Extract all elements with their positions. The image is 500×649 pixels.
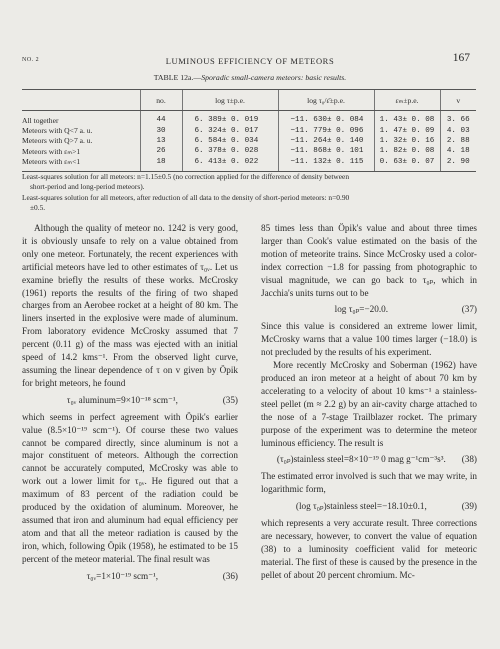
column-header [22,90,140,111]
running-title: LUMINOUS EFFICIENCY OF METEORS [165,56,335,66]
page-number: 167 [452,52,470,64]
table-header-row [22,90,476,111]
cell-log-tau0: −11. 264± 0. 140 [278,136,374,146]
row-label: Meteors with εₘ<1 [22,157,140,172]
paragraph: More recently McCrosky and Soberman (1962) have produced an iron meteor at a height of about 70 km by accelerating to a velocity of about 10 kms⁻¹ a stainless-steel pellet (m ≈ 2.2 g) by an air-cavity charge attached to the nose of a 7-stage Trailblazer rocket. The primary purpose of the experiment was to determine the meteor luminous efficiency. The result is [261,360,477,448]
paragraph: Since this value is considered an extreme lower limit, McCrosky warns that a value 100 times larger (−18.0) is not precluded by the results of his experiment. [261,321,477,358]
cell-epsilon: 1. 43± 0. 08 [374,111,440,126]
cell-epsilon: 1. 47± 0. 09 [374,125,440,135]
issue-number: NO. 2 [22,57,40,63]
cell-v: 2. 88 [440,136,476,146]
table-row [22,157,476,172]
column-header: log τ₀/ε̄±p.e. [278,90,374,111]
cell-v: 4. 03 [440,125,476,135]
cell-log-tau0: −11. 132± 0. 115 [278,157,374,172]
cell-log-tau: 6. 584± 0. 034 [182,136,278,146]
cell-epsilon: 0. 63± 0. 07 [374,157,440,172]
cell-count: 26 [140,146,182,156]
cell-count: 13 [140,136,182,146]
table-row [22,136,476,146]
paragraph: which represents a very accurate result. Three corrections are necessary, however, to convert the value of equation (38) to a luminosity coefficient valid for meteoric material. The first of these is caused by the presence in the pellet of about 20 percent chromium. Mc- [261,518,477,580]
left-column [22,222,238,582]
column-header: εₘ±p.e. [374,90,440,111]
column-header: no. [140,90,182,111]
right-column [261,222,477,582]
equation-36: τ₀ᵥ=1×10⁻¹⁹ scm⁻¹, (36) [86,570,238,581]
cell-v: 3. 66 [440,111,476,126]
table-row [22,125,476,135]
row-label: Meteors with Q>7 a. u. [22,136,93,146]
results-table [22,89,476,172]
equation-38: (τ₀ₚ)stainless steel=8×10⁻¹⁹ 0 mag g⁻¹cm⁻³s³. (38) [276,454,477,465]
paragraph: which seems in perfect agreement with Öpik's earlier value (8.5×10⁻¹⁹ scm⁻¹). Of course these two values cannot be compared directly, since aluminum is not a major constituent of meteors. Although the correction cannot be accurately computed, McCrosky was able to work out a lower limit for τ₀ᵥ. He figured out that a maximum of 83 percent of the radiation could be produced by the oxidation of aluminum. Moreover, he assumed that iron and aluminum had equal efficiency per atom and that all the meteor radiation is caused by the iron, which, following Öpik (1958), he estimated to be 15 percent of the meteor material. The final result was [22,411,238,564]
cell-epsilon: 1. 82± 0. 08 [374,146,440,156]
cell-epsilon: 1. 32± 0. 16 [374,136,440,146]
column-header: log τ±p.e. [182,90,278,111]
table-footnote: Least-squares solution for all meteors, after reduction of all data to the density of short-period meteors: n=0.90 ±0.5. [22,193,350,212]
cell-v: 2. 90 [440,157,476,172]
cell-count: 30 [140,125,182,135]
cell-log-tau0: −11. 779± 0. 096 [278,125,374,135]
cell-count: 18 [140,157,182,172]
table-row [22,111,476,126]
cell-count: 44 [140,111,182,126]
cell-log-tau0: −11. 868± 0. 101 [278,146,374,156]
paragraph: 85 times less than Öpik's value and about three times larger than Cook's value estimated on the basis of the motion of meteorite trains. Since McCrosky used a color-index correction −1.8 for passing from photographic to visual magnitude, we can go back to τ₀ₚ, which in Jacchia's units turns out to be [261,223,477,298]
equation-35: τ₀ᵥ aluminum=9×10⁻¹⁸ scm⁻¹, (35) [66,394,238,405]
row-label: Meteors with Q<7 a. u. [22,126,93,136]
cell-log-tau: 6. 413± 0. 022 [182,157,278,172]
table-row [22,146,476,156]
row-label: Meteors with εₘ>1 [22,146,81,156]
paragraph: Although the quality of meteor no. 1242 is very good, it is obviously unsafe to rely on a value obtained from only one meteor. Fortunately, the recent experiences with artificial meteors have led to other estimates of τ₀ᵥ. Let us examine briefly the results of these works. McCrosky (1961) reports the results of the firing of two shaped charges from an Aerobee rocket at a height of 80 km. The liners inserted in the explosive were made of aluminum. From laboratory evidence McCrosky assumed that 7 percent (0.11 g) of the mass was ejected with an initial speed of 14.2 kms⁻¹. From the observed light curve, assuming the linear dependence of τ on v given by Öpik for bright meteors, he found [22,223,238,388]
paragraph: The estimated error involved is such that we may write, in logarithmic form, [261,471,477,495]
table-footnote: Least-squares solution for all meteors: n=1.15±0.5 (no correction applied for the difference of density between short-period and long-period meteors). [22,172,350,191]
cell-v: 4. 18 [440,146,476,156]
column-header: v [440,90,476,111]
cell-log-tau: 6. 324± 0. 017 [182,125,278,135]
cell-log-tau: 6. 389± 0. 019 [182,111,278,126]
row-label: All together [22,115,59,125]
equation-37: log τ₀ₚ=−20.0. (37) [334,304,477,315]
table-caption: TABLE 12a.—Sporadic small-camera meteors: basic results. [153,73,347,82]
equation-39: (log τ₀ₚ)stainless steel=−18.10±0.1, (39) [295,501,477,512]
cell-log-tau0: −11. 630± 0. 084 [278,111,374,126]
cell-log-tau: 6. 378± 0. 028 [182,146,278,156]
